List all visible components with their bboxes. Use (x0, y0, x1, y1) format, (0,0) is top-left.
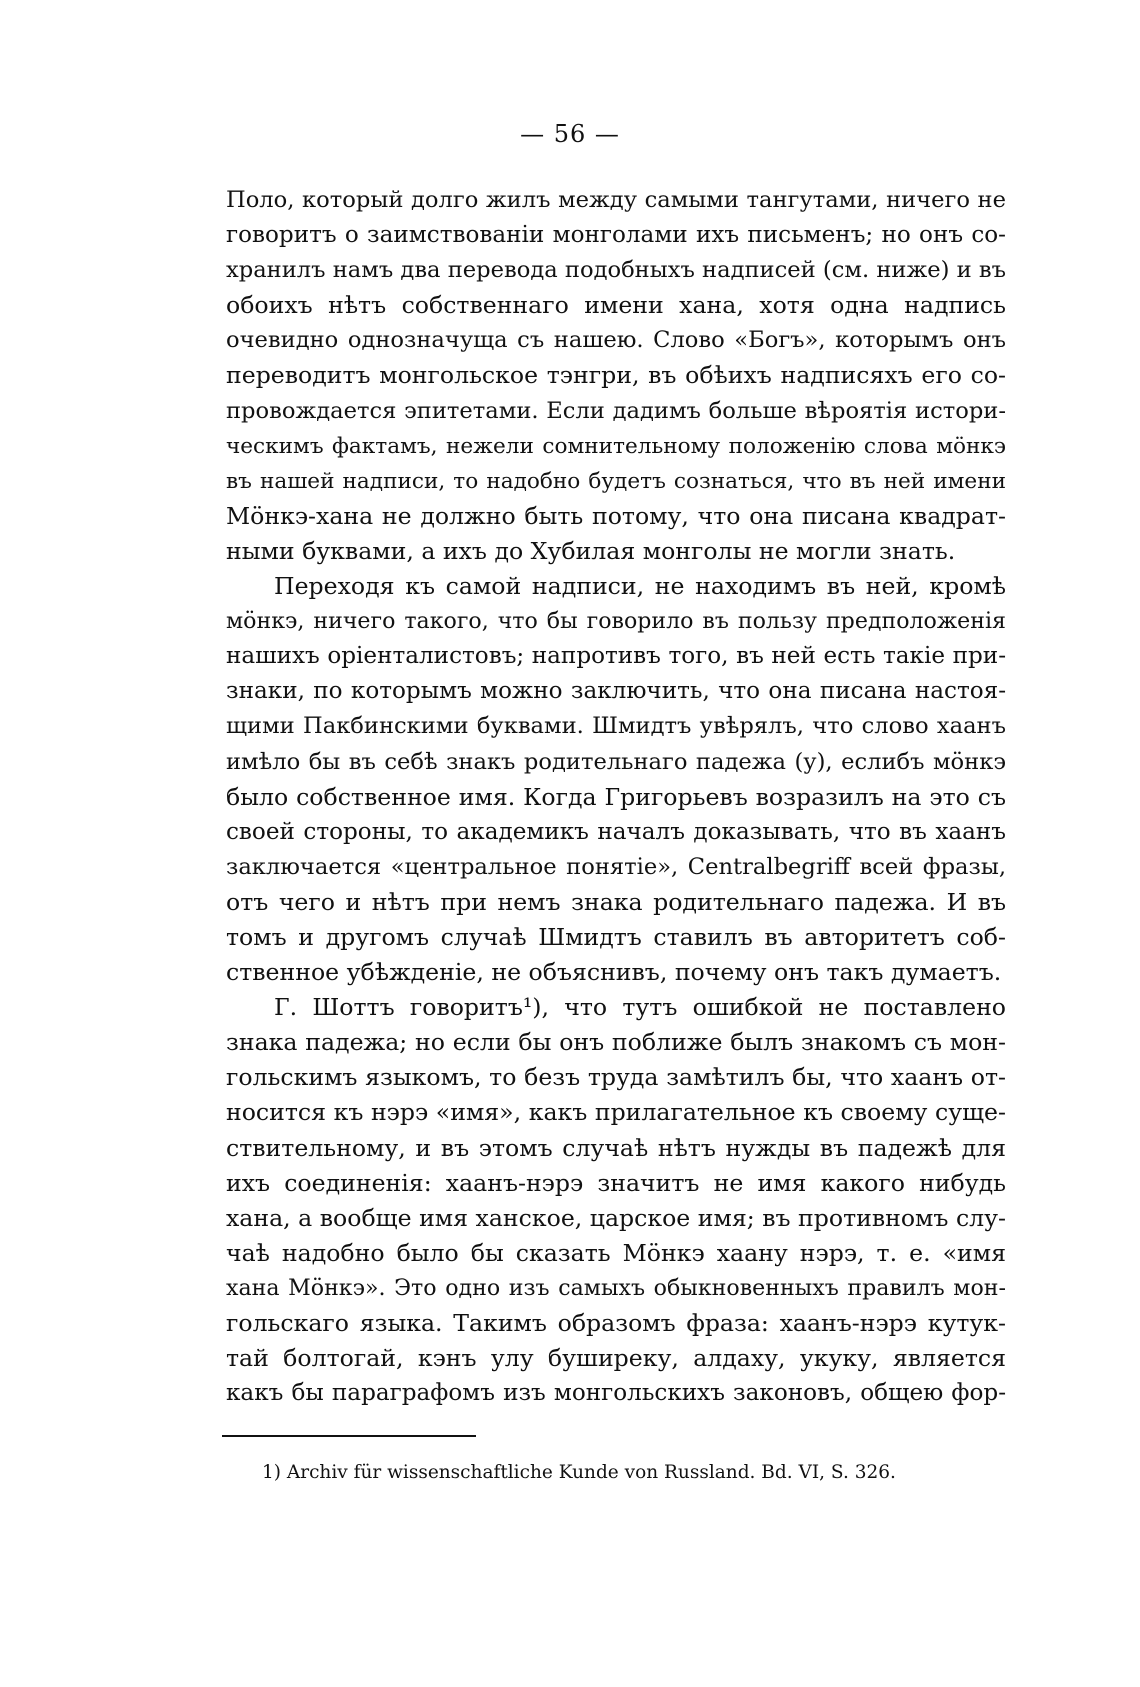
text-line: обоихъ нѣтъ собственнаго имени хана, хотя одна надпись (226, 291, 1006, 320)
text-line: щими Пакбинскими буквами. Шмидтъ увѣрялъ, что слово хаанъ (226, 713, 1006, 740)
text-line: гольскаго языка. Такимъ образомъ фраза: хаанъ-нэрэ кутук- (226, 1309, 1006, 1337)
page-number: — 56 — (520, 120, 620, 148)
text-line: имѣло бы въ себѣ знакъ родительнаго падежа (у), еслибъ мöнкэ (226, 748, 1006, 775)
footnote-divider (222, 1435, 476, 1437)
text-line: Поло, который долго жилъ между самыми тангутами, ничего не (226, 187, 1006, 213)
text-line: чаѣ надобно было бы сказать Мöнкэ хаану нэрэ, т. е. «имя (226, 1238, 1006, 1267)
text-line: знака падежа; но если бы онъ поближе былъ знакомъ съ мон- (226, 1028, 1006, 1057)
text-line: мöнкэ, ничего такого, что бы говорило въ пользу предположенія (226, 608, 1006, 635)
text-line: носится къ нэрэ «имя», какъ прилагательное къ своему суще- (226, 1098, 1006, 1127)
text-line: Переходя къ самой надписи, не находимъ въ ней, кромѣ (274, 572, 1006, 601)
text-line: переводитъ монгольское тэнгри, въ обѣихъ надписяхъ его со- (226, 361, 1006, 390)
text-line: ственное убѣжденіе, не объяснивъ, почему онъ такъ думаетъ. (226, 958, 1002, 987)
text-line: говоритъ о заимствованіи монголами ихъ письменъ; но онъ со- (226, 222, 1006, 249)
text-line: ствительному, и въ этомъ случаѣ нѣтъ нужды въ падежѣ для (226, 1133, 1006, 1162)
text-line: провождается эпитетами. Если дадимъ больше вѣроятія истори- (226, 397, 1006, 424)
text-line: своей стороны, то академикъ началъ доказывать, что въ хаанъ (226, 818, 1006, 845)
text-line: въ нашей надписи, то надобно будетъ сознаться, что въ ней имени (226, 468, 1006, 494)
text-line: отъ чего и нѣтъ при немъ знака родительнаго падежа. И въ (226, 887, 1006, 916)
text-line: тай болтогай, кэнъ улу буширеку, алдаху, укуку, является (226, 1344, 1006, 1373)
text-line: ными буквами, а ихъ до Хубилая монголы не могли знать. (226, 536, 956, 565)
text-line: Мöнкэ-хана не должно быть потому, что она писана квадрат- (226, 501, 1006, 530)
text-line: знаки, по которымъ можно заключить, что она писана настоя- (226, 678, 1006, 705)
text-line: было собственное имя. Когда Григорьевъ возразилъ на это съ (226, 782, 1006, 811)
text-line: ческимъ фактамъ, нежели сомнительному положенію слова мöнкэ (226, 433, 1006, 459)
text-line: хранилъ намъ два перевода подобныхъ надписей (см. ниже) и въ (226, 257, 1006, 284)
text-line: гольскимъ языкомъ, то безъ труда замѣтилъ бы, что хаанъ от- (226, 1063, 1006, 1092)
text-line: заключается «центральное понятіе», Centralbegriff всей фразы, (226, 853, 1006, 880)
text-line: какъ бы параграфомъ изъ монгольскихъ законовъ, общею фор- (226, 1380, 1006, 1407)
text-line: томъ и другомъ случаѣ Шмидтъ ставилъ въ авторитетъ соб- (226, 922, 1006, 951)
text-line: ихъ соединенія: хаанъ-нэрэ значитъ не имя какого нибудь (226, 1168, 1006, 1197)
footnote: 1) Archiv für wissenschaftliche Kunde von Russland. Bd. VI, S. 326. (262, 1462, 896, 1483)
text-line: Г. Шоттъ говоритъ¹), что тутъ ошибкой не поставлено (274, 993, 1006, 1022)
text-line: очевидно однозначуща съ нашею. Слово «Богъ», которымъ онъ (226, 327, 1006, 354)
text-line: хана, а вообще имя ханское, царское имя; въ противномъ слу- (226, 1203, 1006, 1232)
body-text (226, 183, 1006, 1411)
text-line: хана Мöнкэ». Это одно изъ самыхъ обыкновенныхъ правилъ мон- (226, 1274, 1006, 1301)
text-line: нашихъ оріенталистовъ; напротивъ того, въ ней есть такіе при- (226, 643, 1006, 670)
